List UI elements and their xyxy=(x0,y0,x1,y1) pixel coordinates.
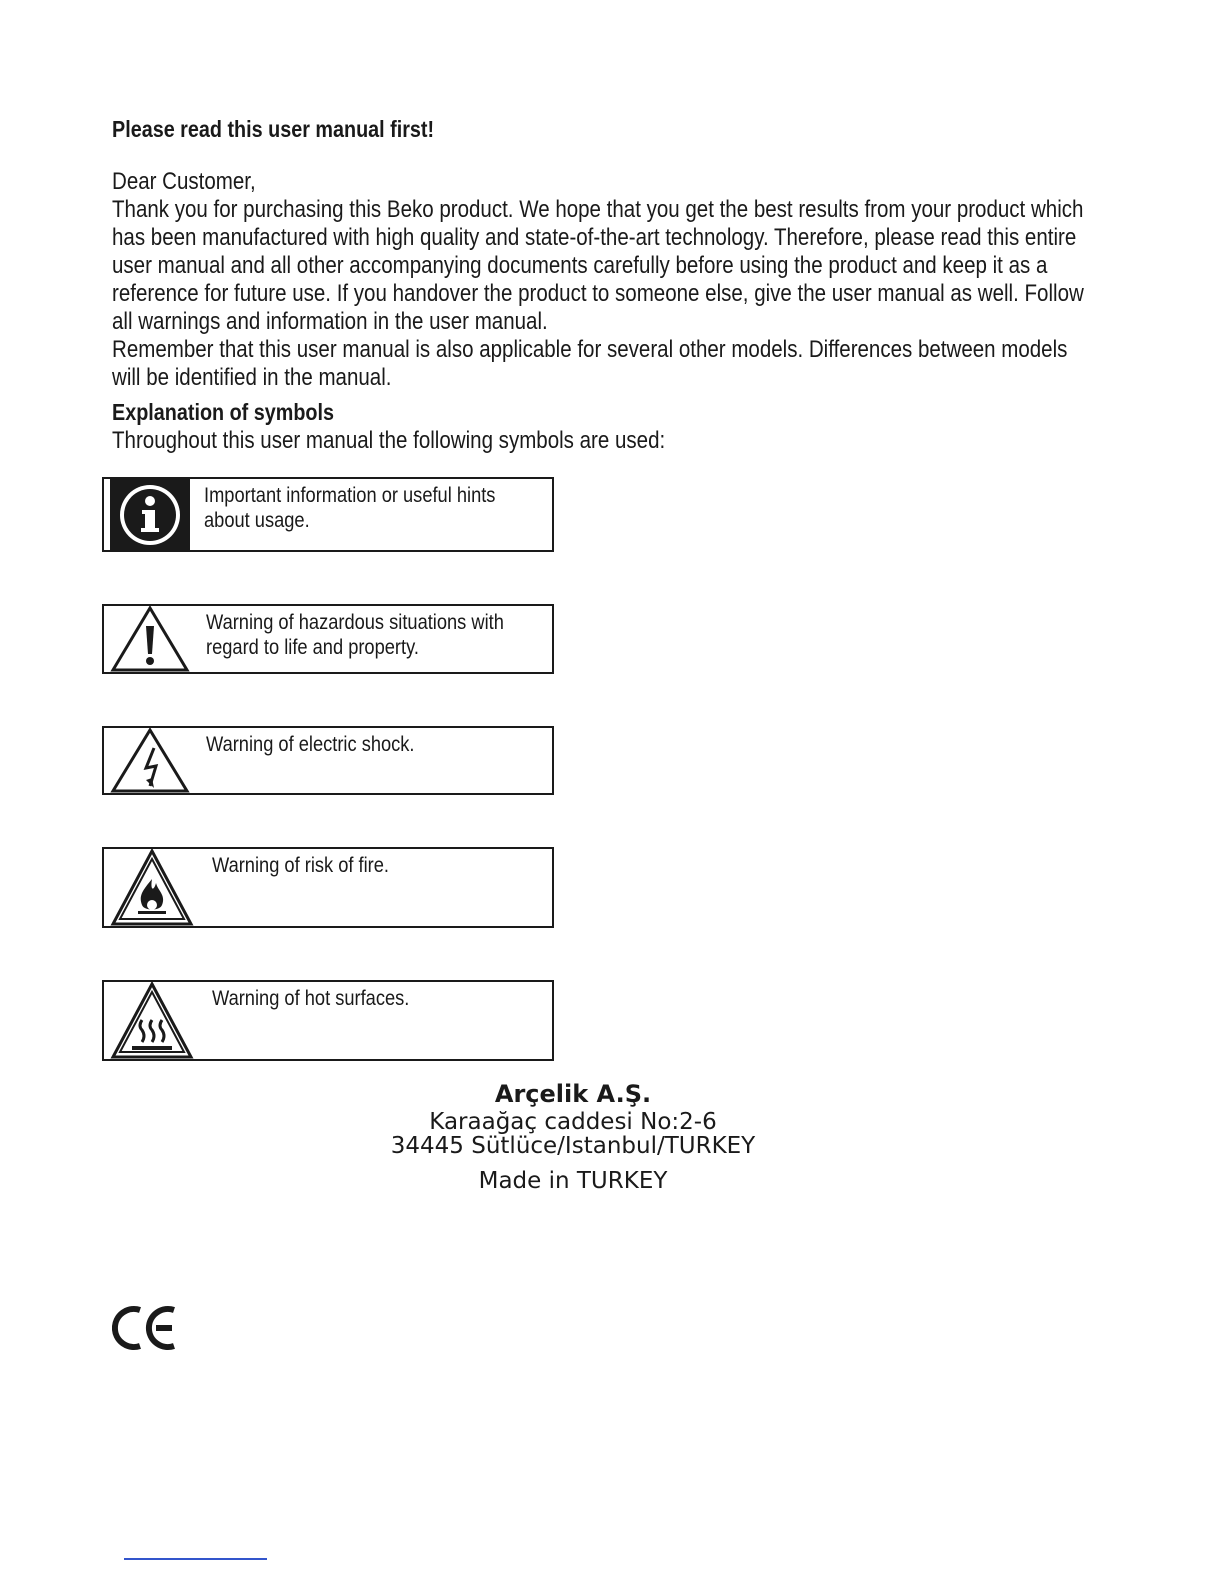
ce-mark-icon xyxy=(112,1304,178,1352)
symbol-electric-text: Warning of electric shock. xyxy=(206,733,415,756)
warning-icon xyxy=(110,606,190,672)
intro-paragraph xyxy=(112,196,1087,392)
symbols-intro: Throughout this user manual the following symbols are used: xyxy=(112,427,666,454)
hot-surface-icon xyxy=(110,982,194,1059)
symbols-heading: Explanation of symbols xyxy=(112,399,335,425)
symbol-hot-text: Warning of hot surfaces. xyxy=(212,987,410,1010)
intro-text: Thank you for purchasing this Beko product. We hope that you get the best results from your product which has been manufactured with high quality and state-of-the-art technology. Therefore, please read this entire user manual and all other accompanying documents carefully before using the product and keep it as a reference for future use. If you handover the product to someone else, give the user manual as well. Follow all warnings and information in the user manual. xyxy=(112,196,1084,335)
salutation: Dear Customer, xyxy=(112,168,256,195)
electric-shock-icon xyxy=(110,728,190,793)
symbol-warning-box xyxy=(102,604,554,674)
manufacturer-company: Arçelik A.Ş. xyxy=(494,1080,652,1108)
symbol-fire-box xyxy=(102,847,554,928)
models-text: Remember that this user manual is also applicable for several other models. Differences between models will be identified in the manual. xyxy=(112,336,1068,391)
symbol-fire-text: Warning of risk of fire. xyxy=(212,854,390,877)
symbol-info-text: Important information or useful hints about usage. xyxy=(204,484,496,532)
footer-link-underline xyxy=(124,1558,267,1560)
symbol-hot-box xyxy=(102,980,554,1061)
manufacturer-street: Karaağaç caddesi No:2-6 xyxy=(429,1109,717,1135)
fire-icon xyxy=(110,849,194,926)
symbol-warning-text: Warning of hazardous situations with regard to life and property. xyxy=(206,611,504,659)
manufacturer-made-in: Made in TURKEY xyxy=(478,1168,668,1194)
symbol-electric-box xyxy=(102,726,554,795)
info-icon xyxy=(110,479,190,550)
page-heading: Please read this user manual first! xyxy=(112,116,435,142)
symbol-info-box xyxy=(102,477,554,552)
manufacturer-city: 34445 Sütlüce/Istanbul/TURKEY xyxy=(390,1133,756,1159)
